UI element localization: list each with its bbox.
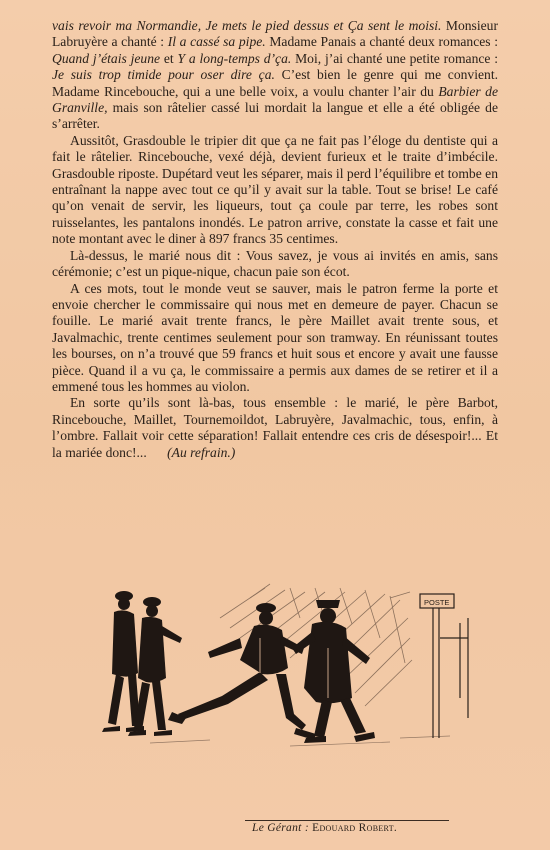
paragraph [52, 18, 498, 133]
text-segment: Aussitôt, Grasdouble le tripier dit que ça ne fait pas l’éloge du dentiste qui a fait le râtelier. Rincebouche, vexé déjà, devient furieux et le traite d’imbécile. Grasdouble riposte. Dupétard veut les séparer, mais il perd l’équilibre et tombe en entraînant la nappe avec tout ce qu’il y avait sur la table. Tout se brise! Le café qu’on venait de servir, les liqueurs, tout ça coule par terre, les robes sont ruisselantes, les pantalons inondés. Le patron arrive, constate la casse et fait une note montant avec le diner à 897 francs 35 centimes. [52, 132, 498, 247]
footer-rule [245, 820, 449, 821]
text-segment: et [160, 50, 178, 66]
paragraph [52, 133, 498, 248]
text-segment: En sorte qu’ils sont là-bas, tous ensemble : le marié, le père Barbot, Rincebouche, Maillet, Tournemoildot, Labruyère, Javalmachic, tous, enfin, à l’ombre. Fallait voir cette séparation! Fallait entendre ces cris de désespoir!... Et la mariée donc!... [52, 395, 498, 460]
italic-segment: Je suis trop timide pour oser dire ça. [52, 67, 275, 83]
paragraph [52, 395, 498, 461]
italic-segment: Il a cassé sa pipe. [167, 34, 266, 50]
poste-sign: POSTE [424, 598, 450, 607]
italic-segment: (Au refrain.) [167, 444, 236, 460]
italic-segment: Quand j’étais jeune [52, 50, 161, 66]
article-text [52, 18, 498, 461]
text-segment: Là-dessus, le marié nous dit : Vous savez, je vous ai invités en amis, sans cérémonie; c’est un pique-nique, chacun paie son écot. [52, 247, 498, 280]
gerant-line [252, 822, 452, 834]
italic-segment: Y a long-temps d’ça. [177, 50, 292, 66]
illustration-arrest-scene [90, 578, 480, 753]
italic-segment: Barbier de Granville, [52, 83, 498, 116]
paragraph [52, 281, 498, 396]
text-segment: mais son râtelier cassé lui mordait la langue et elle a été obligée de s’arrêter. [52, 100, 498, 132]
paragraph [52, 248, 498, 281]
text-segment: C’est bien le genre qui me convient. Madame Rincebouche, qui a une belle voix, a voulu chanter l’air du [52, 67, 498, 99]
gerant-label: Le Gérant : [252, 822, 309, 834]
poste-post [420, 594, 468, 738]
text-segment: Moi, j’ai chanté une petite romance : [291, 50, 499, 66]
gerant-name: Edouard Robert. [312, 822, 398, 834]
text-segment: Monsieur Labruyère a chanté : [52, 18, 498, 50]
figure-left-pair [102, 591, 182, 736]
text-segment: Madame Panais a chanté deux romances : [265, 34, 498, 50]
ground-shading [150, 736, 450, 746]
italic-segment: vais revoir ma Normandie, Je mets le pied dessus et Ça sent le moisi. [52, 18, 442, 33]
figure-running-man [168, 603, 316, 740]
text-segment [147, 445, 167, 460]
text-segment: A ces mots, tout le monde veut se sauver, mais le patron ferme la porte et envoie chercher le commissaire qui nous met en demeure de payer. Chacun se fouille. Le marié avait trente francs, le père Maillet avait trente sous, et Javalmachic, trente centimes seulement pour son tramway. En réunissant toutes les bourses, on n’a trouvé que 59 francs et huit sous et encore y avait une fausse pièce. Quand il a vu ça, le commissaire a permis aux dames de se retirer et il a emmené tous les hommes au violon. [52, 280, 498, 394]
figure-policeman [292, 600, 375, 743]
